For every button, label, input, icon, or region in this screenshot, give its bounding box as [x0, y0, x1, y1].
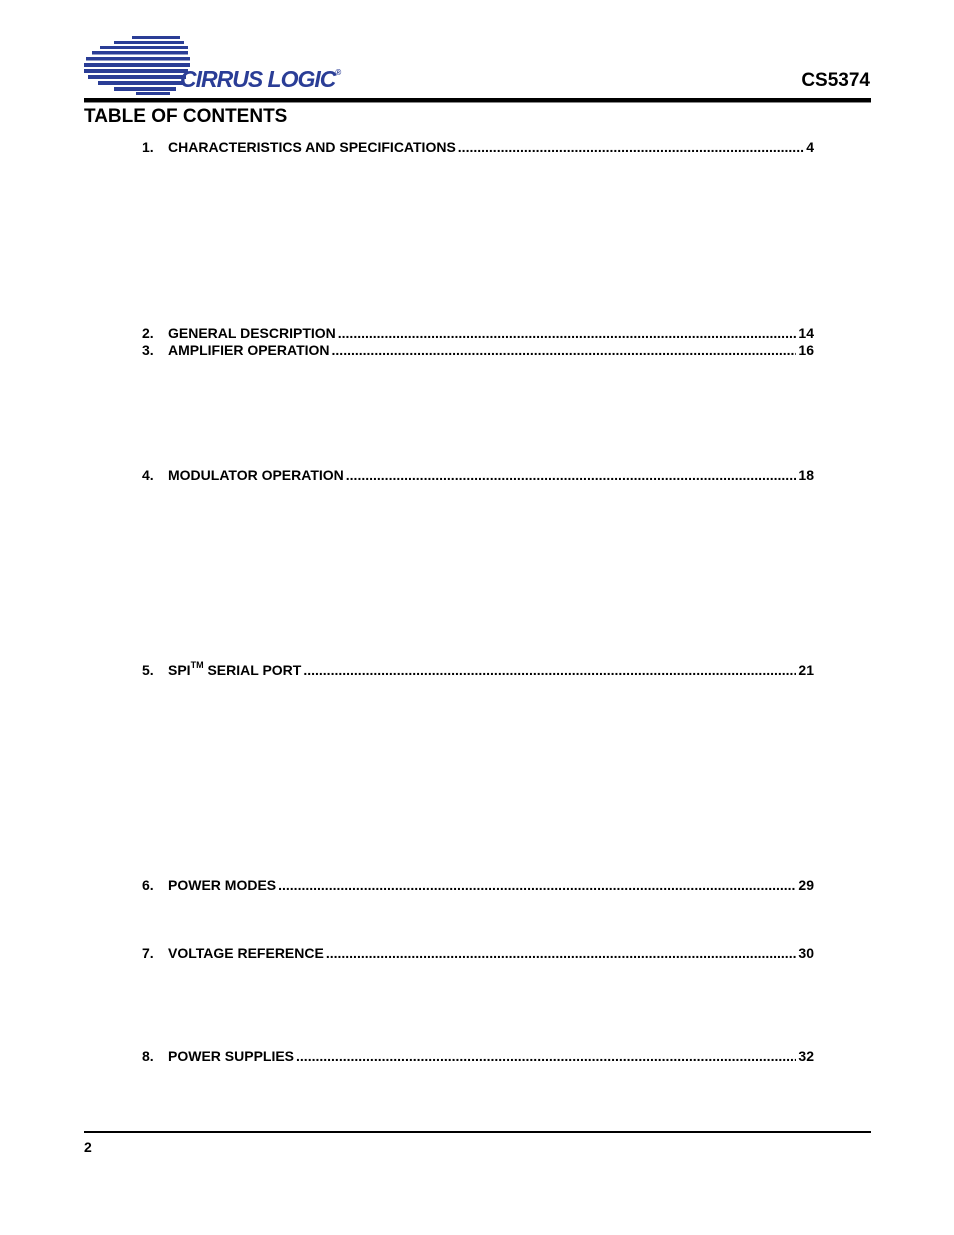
toc-entry-8[interactable]: 8. POWER SUPPLIES ..... 32: [142, 1048, 814, 1066]
toc-entry-2[interactable]: 2. GENERAL DESCRIPTION ..... 14: [142, 325, 814, 343]
footer-rule: [84, 1131, 871, 1133]
toc-leader: [338, 325, 797, 341]
toc-leader: [303, 662, 796, 678]
toc-leader: [346, 467, 797, 483]
toc-entry-5[interactable]: 5. SPI™ SERIAL PORT ..... 21: [142, 662, 814, 680]
document-id: CS5374: [801, 70, 870, 91]
toc-entry-1[interactable]: 1. CHARACTERISTICS AND SPECIFICATIONS ..... 4: [142, 139, 814, 157]
toc-leader: [278, 877, 796, 893]
toc-entry-6[interactable]: 6. POWER MODES ..... 29: [142, 877, 814, 895]
toc-leader: [458, 139, 804, 155]
header-rule: [84, 98, 871, 103]
toc-leader: [332, 342, 797, 358]
toc-entry-4[interactable]: 4. MODULATOR OPERATION ..... 18: [142, 467, 814, 485]
page-number: 2: [84, 1139, 92, 1155]
logo-wordmark: CIRRUS LOGIC®: [180, 66, 341, 92]
toc-title: TABLE OF CONTENTS: [84, 106, 288, 127]
toc-leader: [296, 1048, 796, 1064]
toc-leader: [326, 945, 797, 961]
toc-entry-3[interactable]: 3. AMPLIFIER OPERATION ..... 16: [142, 342, 814, 360]
toc-entry-7[interactable]: 7. VOLTAGE REFERENCE ..... 30: [142, 945, 814, 963]
